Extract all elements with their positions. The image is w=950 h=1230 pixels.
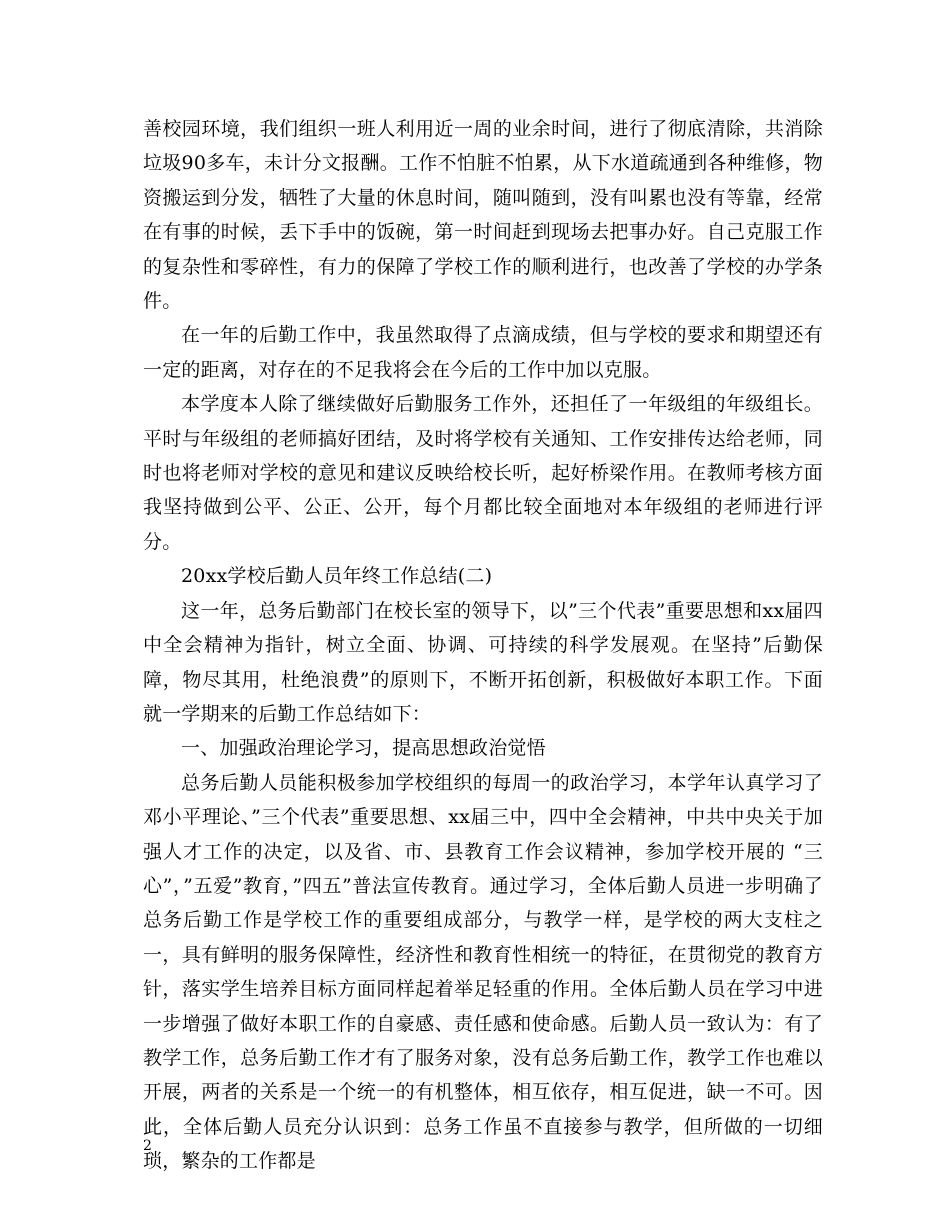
- paragraph-4: 这一年，总务后勤部门在校长室的领导下，以”三个代表”重要思想和xx届四中全会精神为指针，树立全面、协调、可持续的科学发展观。在坚持”后勤保障，物尽其用，杜绝浪费”的原则下，不断开拓创新，积极做好本职工作。下面就一学期来的后勤工作总结如下：: [143, 599, 823, 725]
- paragraph-2: 在一年的后勤工作中，我虽然取得了点滴成绩，但与学校的要求和期望还有一定的距离，对存在的不足我将会在今后的工作中加以克服。: [143, 324, 823, 381]
- page-number: 2: [143, 1138, 152, 1154]
- subsection-heading: 一、加强政治理论学习，提高思想政治觉悟: [181, 737, 546, 760]
- paragraph-5: 总务后勤人员能积极参加学校组织的每周一的政治学习，本学年认真学习了邓小平理论、”三个代表”重要思想、xx届三中，四中全会精神，中共中央关于加强人才工作的决定，以及省、市、县教育工作会议精神，参加学校开展的 “三心”，”五爱”教育，”四五”普法宣传教育。通过学习，全体后勤人员进一步明确了总务后勤工作是学校工作的重要组成部分，与教学一样，是学校的两大支柱之一，具有鲜明的服务保障性，经济性和教育性相统一的特征，在贯彻党的教育方针，落实学生培养目标方面同样起着举足轻重的作用。全体后勤人员在学习中进一步增强了做好本职工作的自豪感、责任感和使命感。后勤人员一致认为：有了教学工作，总务后勤工作才有了服务对象，没有总务后勤工作，教学工作也难以开展，两者的关系是一个统一的有机整体，相互依存，相互促进，缺一不可。因此，全体后勤人员充分认识到：总务工作虽不直接参与教学，但所做的一切细琐，繁杂的工作都是: [143, 771, 823, 1173]
- paragraph-3: 本学度本人除了继续做好后勤服务工作外，还担任了一年级组的年级组长。平时与年级组的老师搞好团结，及时将学校有关通知、工作安排传达给老师，同时也将老师对学校的意见和建议反映给校长听，起好桥梁作用。在教师考核方面我坚持做到公平、公正、公开，每个月都比较全面地对本年级组的老师进行评分。: [143, 393, 823, 553]
- paragraph-1: 善校园环境，我们组织一班人利用近一周的业余时间，进行了彻底清除，共消除垃圾90多车，未计分文报酬。工作不怕脏不怕累，从下水道疏通到各种维修，物资搬运到分发，牺牲了大量的休息时间，随叫随到，没有叫累也没有等靠，经常在有事的时候，丢下手中的饭碗，第一时间赶到现场去把事办好。自己克服工作的复杂性和零碎性，有力的保障了学校工作的顺利进行，也改善了学校的办学条件。: [143, 118, 823, 313]
- section-title: 20xx学校后勤人员年终工作总结(二): [181, 565, 493, 588]
- document-body: [143, 112, 823, 1179]
